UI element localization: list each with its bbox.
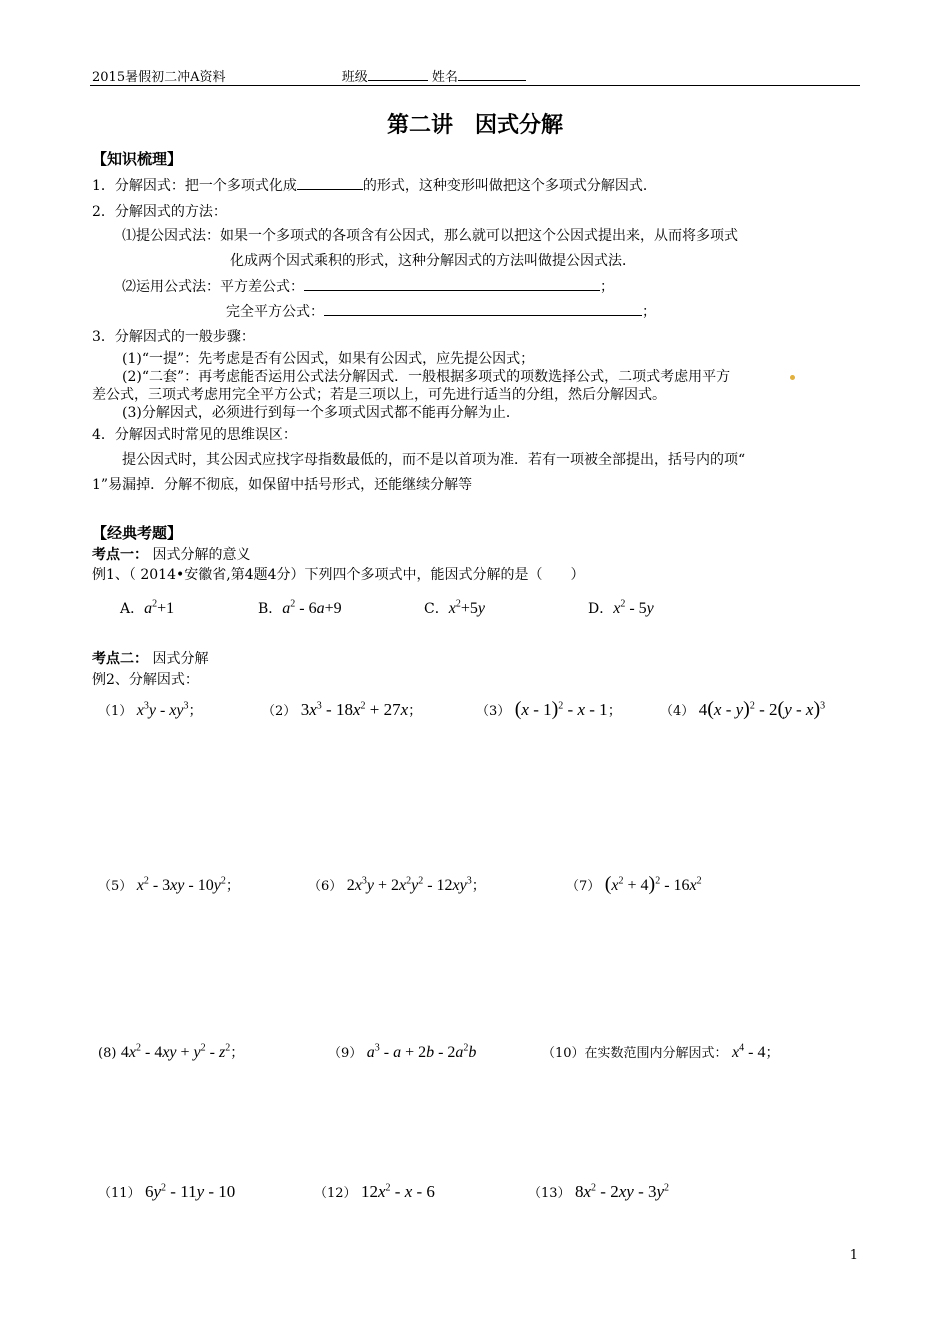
step2-line-a	[122, 366, 730, 386]
problem-3-num: （3）	[476, 704, 511, 719]
class-blank	[368, 80, 428, 81]
knowledge-p3: 3．分解因式的一般步骤：	[92, 329, 255, 345]
step3	[122, 402, 520, 422]
problem-2-semi: ；	[408, 703, 423, 719]
option-b[interactable]	[258, 598, 342, 618]
option-a-letter: A．	[120, 601, 145, 617]
problem-4-expr: 4(x - y)$^2$ - 2(y - x)$^3$	[698, 698, 826, 720]
problem-6-num: （6）	[308, 879, 343, 894]
problem-2-num: （2）	[262, 704, 297, 719]
problem-10-semi: ；	[765, 1045, 780, 1061]
knowledge-p2: 2．分解因式的方法：	[92, 204, 227, 220]
knowledge-heading: 【知识梳理】	[92, 150, 183, 168]
semi-a: ；	[600, 279, 614, 295]
problem-2	[262, 700, 422, 720]
method2-text-a: ⑵运用公式法：平方差公式：	[122, 279, 304, 295]
problem-3	[476, 698, 622, 721]
method2-line-b	[226, 301, 656, 321]
step2-num: (2)	[122, 369, 142, 385]
problem-3-expr: (x - 1)$^2$ - x - 1	[514, 698, 608, 720]
problem-5	[98, 875, 240, 895]
p1-blank	[297, 189, 363, 190]
step3-num: (3)	[122, 405, 142, 421]
step1	[122, 348, 534, 368]
problem-4-num: （4）	[660, 704, 695, 719]
problem-11-expr: $6y^2 - 11y - 10$	[145, 1182, 236, 1201]
problem-5-num: （5）	[98, 879, 133, 894]
problem-8-num: (8)	[98, 1046, 117, 1061]
problem-8-expr: $4x^2 - 4xy + y^2 - z^2$	[120, 1042, 231, 1061]
option-b-letter: B．	[258, 601, 283, 617]
page-number: 1	[849, 1248, 858, 1263]
step2-text-a: “二套”：再考虑能否运用公式法分解因式．一般根据多项式的项数选择公式，二项式考虑用平方	[141, 369, 731, 385]
problem-6-semi: ；	[471, 878, 486, 894]
option-d-letter: D．	[588, 601, 614, 617]
problem-8-semi: ；	[230, 1045, 245, 1061]
option-d[interactable]	[588, 598, 654, 618]
knowledge-p1	[92, 175, 657, 195]
p1-text-a: 1．分解因式：把一个多项式化成	[92, 178, 297, 194]
option-b-expr: $a^2 - 6a+9$	[282, 598, 342, 617]
problem-7	[566, 873, 702, 896]
p1-text-b: 的形式，这种变形叫做把这个多项式分解因式．	[362, 178, 657, 194]
problem-13-num: （13）	[528, 1186, 571, 1201]
classic-heading: 【经典考题】	[92, 524, 183, 542]
step2-line-b: 差公式，三项式考虑用完全平方公式；若是三项以上，可先进行适当的分组，然后分解因式。	[92, 387, 666, 403]
option-c[interactable]	[424, 598, 485, 618]
p4-line-a: 提公因式时，其公因式应找字母指数最低的，而不是以首项为准．若有一项被全部提出，括号内的项“	[122, 452, 746, 468]
header-rule	[90, 85, 860, 86]
diff-squares-blank	[304, 290, 600, 291]
problem-3-semi: ；	[607, 703, 622, 719]
problem-1	[98, 700, 202, 720]
kaodian2	[92, 648, 208, 668]
page-header	[92, 66, 526, 85]
problem-1-num: （1）	[98, 704, 133, 719]
kaodian1	[92, 544, 250, 564]
problem-4	[660, 698, 825, 721]
problem-12-num: （12）	[314, 1186, 357, 1201]
method2-line-a	[122, 276, 614, 296]
knowledge-p4: 4．分解因式时常见的思维误区：	[92, 427, 297, 443]
kaodian1-label: 考点一：	[92, 547, 148, 563]
problem-2-expr: $3x^3 - 18x^2 + 27x$	[300, 700, 409, 719]
perfect-square-blank	[324, 315, 642, 316]
p4-line-b: 1”易漏掉．分解不彻底，如保留中括号形式，还能继续分解等	[92, 477, 473, 493]
problem-7-expr: $(x^2 + 4)^2 - 16x^2$	[604, 873, 702, 895]
step3-text: 分解因式，必须进行到每一个多项式因式都不能再分解为止．	[141, 405, 520, 421]
method1-line-a: ⑴提公因式法：如果一个多项式的各项含有公因式，那么就可以把这个公因式提出来，从而将多项式	[122, 228, 738, 244]
option-a[interactable]	[120, 598, 174, 618]
step1-num: (1)	[122, 351, 142, 367]
option-d-expr: $x^2 - 5y$	[613, 598, 654, 617]
problem-9	[328, 1042, 476, 1062]
annotation-dot	[790, 375, 795, 380]
problem-6-expr: $2x^3y + 2x^2y^2 - 12xy^3$	[346, 875, 472, 894]
problem-11	[98, 1182, 235, 1202]
problem-9-expr: $a^3 - a + 2b - 2a^2b$	[366, 1042, 477, 1061]
name-label: 姓名	[431, 70, 458, 85]
option-c-expr: $x^2+5y$	[448, 598, 485, 617]
page-title: 第二讲 因式分解	[386, 112, 563, 138]
kaodian1-text: 因式分解的意义	[152, 547, 251, 563]
problem-13	[528, 1182, 669, 1202]
problem-5-expr: $x^2 - 3xy - 10y^2$	[136, 875, 226, 894]
semi-b: ；	[642, 304, 656, 320]
problem-1-expr: $x^3y - xy^3$	[136, 700, 189, 719]
method1-line-b: 化成两个因式乘积的形式，这种分解因式的方法叫做提公因式法．	[230, 253, 636, 269]
problem-12-expr: $12x^2$ - x - 6	[361, 1182, 435, 1201]
problem-10-expr: $x^4 - 4$	[732, 1042, 766, 1061]
example2: 例2、分解因式：	[92, 672, 199, 688]
option-c-letter: C．	[424, 601, 449, 617]
kaodian2-text: 因式分解	[152, 651, 209, 667]
problem-9-num: （9）	[328, 1046, 363, 1061]
problem-12	[314, 1182, 435, 1202]
header-left: 2015暑假初二冲A资料	[92, 70, 226, 85]
option-a-expr: $a^2+1$	[144, 598, 175, 617]
method2-text-b: 完全平方公式：	[226, 304, 324, 320]
class-label: 班级	[341, 70, 368, 85]
problem-11-num: （11）	[98, 1186, 141, 1201]
problem-5-semi: ；	[225, 878, 240, 894]
problem-13-expr: $8x^2 - 2xy - 3y^2$	[575, 1182, 670, 1201]
example1: 例1、（ 2014•安徽省,第4题4分）下列四个多项式中，能因式分解的是（ ）	[92, 567, 585, 583]
problem-6	[308, 875, 486, 895]
problem-10-num: （10）在实数范围内分解因式：	[542, 1046, 728, 1061]
problem-10	[542, 1042, 779, 1062]
problem-1-semi: ；	[188, 703, 203, 719]
problem-7-num: （7）	[566, 879, 601, 894]
problem-8	[98, 1042, 244, 1062]
name-blank	[458, 80, 526, 81]
kaodian2-label: 考点二：	[92, 651, 148, 667]
step1-text: “一提”：先考虑是否有公因式，如果有公因式，应先提公因式；	[141, 351, 535, 367]
